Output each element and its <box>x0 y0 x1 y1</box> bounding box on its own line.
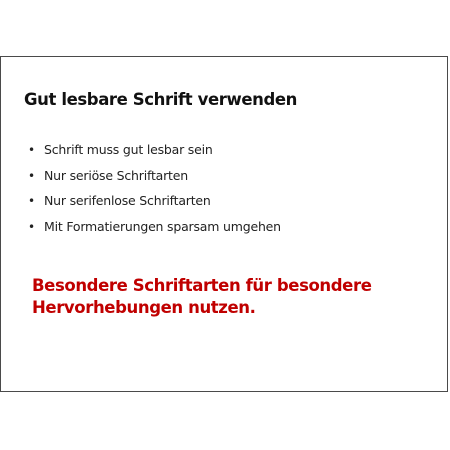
bullet-text: Mit Formatierungen sparsam umgehen <box>44 218 281 234</box>
emphasis-text <box>32 275 372 319</box>
bullet-marker: • <box>28 194 35 208</box>
emphasis-line-1: Besondere Schriftarten für besondere <box>32 276 372 295</box>
bullet-marker: • <box>28 219 35 234</box>
bullet-item <box>28 142 281 168</box>
bullet-marker: • <box>28 143 35 157</box>
slide-title: Gut lesbare Schrift verwenden <box>24 90 298 109</box>
emphasis-line-2: Hervorhebungen nutzen. <box>32 298 256 317</box>
bullet-text: Nur seriöse Schriftarten <box>44 167 188 183</box>
bullet-marker: • <box>28 168 35 183</box>
bullet-text: Nur serifenlose Schriftarten <box>44 193 211 208</box>
bullet-item <box>28 193 281 219</box>
slide <box>0 56 448 392</box>
bullet-list <box>28 142 281 244</box>
bullet-item <box>28 219 281 245</box>
bullet-text: Schrift muss gut lesbar sein <box>44 142 213 157</box>
bullet-item <box>28 168 281 194</box>
